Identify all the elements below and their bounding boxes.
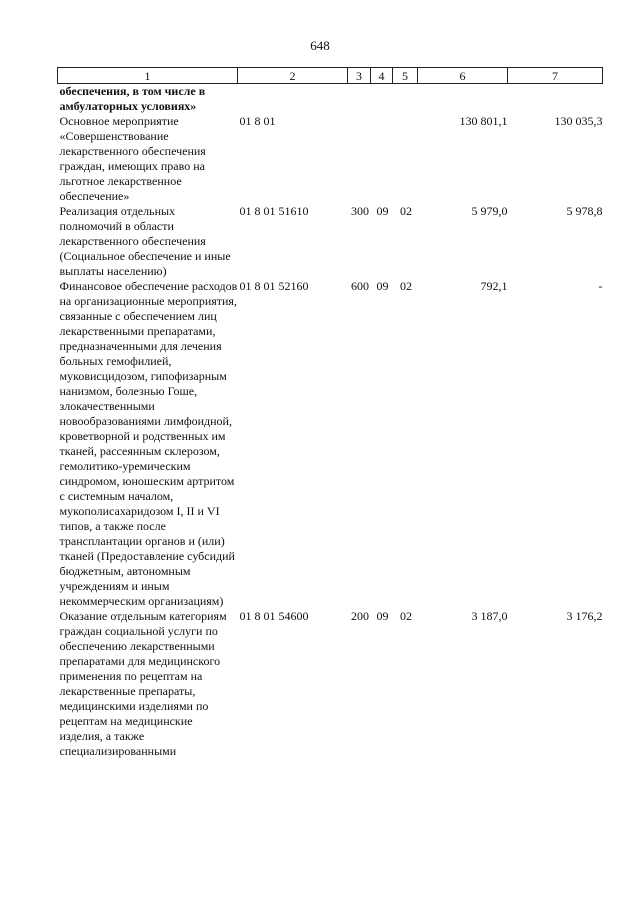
header-col-6: 6 (418, 68, 508, 84)
row-name: Основное мероприятие «Совершенствование лекарственного обеспечения граждан, имеющих право на льготное лекарственное обеспечение» (59, 114, 206, 203)
row-value-actual: - (598, 279, 603, 293)
row-type-code: 200 (351, 609, 369, 623)
row-section: 09 (376, 609, 389, 623)
row-section (371, 84, 393, 115)
row-value-actual: 130 035,3 (554, 114, 603, 128)
header-row (58, 68, 603, 84)
header-col-3: 3 (348, 68, 371, 84)
table-row (58, 84, 603, 115)
row-value-actual (508, 84, 603, 115)
row-type-code (348, 84, 371, 115)
row-name: Оказание отдельным категориям граждан социальной услуги по обеспечению лекарственными препаратами для медицинского применения по рецептам на лекарственные препараты, медицинскими изделиями по рецептам на медицинские изделия, а также специализированными (59, 609, 227, 758)
row-value-actual: 5 978,8 (566, 204, 603, 218)
row-value-actual: 3 176,2 (566, 609, 603, 623)
budget-table (57, 67, 603, 759)
page-number: 648 (310, 38, 330, 53)
table-body (58, 84, 603, 760)
row-type-code (348, 114, 371, 204)
row-code: 01 8 01 51610 (239, 204, 309, 218)
row-value-plan: 792,1 (480, 279, 508, 293)
table-row (58, 279, 603, 609)
row-section: 09 (376, 204, 389, 218)
row-subsection (393, 84, 418, 115)
header-col-2: 2 (238, 68, 348, 84)
table-row (58, 609, 603, 759)
row-type-code: 300 (351, 204, 369, 218)
header-col-4: 4 (371, 68, 393, 84)
row-name: обеспечения, в том числе в амбулаторных условиях» (59, 84, 206, 113)
row-code: 01 8 01 (239, 114, 276, 128)
row-value-plan (418, 84, 508, 115)
row-subsection: 02 (400, 204, 412, 218)
row-section: 09 (376, 279, 389, 293)
table-row (58, 204, 603, 279)
row-code: 01 8 01 54600 (239, 609, 309, 623)
row-value-plan: 3 187,0 (471, 609, 508, 623)
row-value-plan: 130 801,1 (459, 114, 508, 128)
row-code (238, 84, 348, 115)
row-subsection (393, 114, 418, 204)
row-subsection: 02 (400, 279, 412, 293)
row-value-plan: 5 979,0 (471, 204, 508, 218)
header-col-1: 1 (58, 68, 238, 84)
table-header (58, 68, 603, 84)
header-col-7: 7 (508, 68, 603, 84)
row-type-code: 600 (351, 279, 369, 293)
row-name: Реализация отдельных полномочий в области лекарственного обеспечения (Социальное обеспечение и иные выплаты населению) (59, 204, 231, 278)
row-code: 01 8 01 52160 (239, 279, 309, 293)
row-subsection: 02 (400, 609, 412, 623)
header-col-5: 5 (393, 68, 418, 84)
row-name: Финансовое обеспечение расходов на организационные мероприятия, связанные с обеспечением лиц лекарственными препаратами, предназначенными для лечения больных гемофилией, муковисцидозом, гипофизарным нанизмом, болезнью Гоше, злокачественными новообразованиями лимфоидной, кроветворной и родственных им тканей, рассеянным склерозом, гемолитико-уремическим синдромом, юношеским артритом с системным началом, мукополисахаридозом I, II и VI типов, а также после трансплантации органов и (или) тканей (Предоставление субсидий бюджетным, автономным учреждениям и иным некоммерческим организациям) (59, 279, 238, 608)
table-row (58, 114, 603, 204)
row-section (371, 114, 393, 204)
